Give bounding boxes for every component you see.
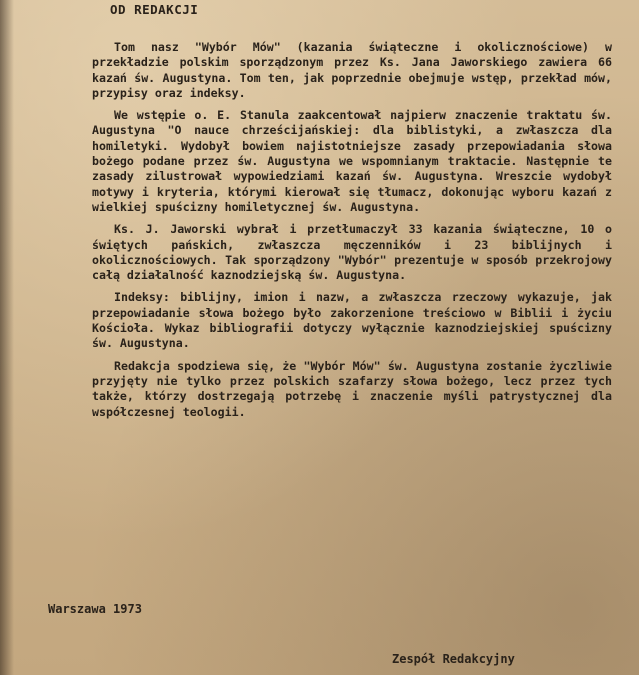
- paragraph-4: Indeksy: biblijny, imion i nazw, a zwłaszcza rzeczowy wykazuje, jak przepowiadanie słowa bożego było zakorzenione treściowo w Biblii i życiu Kościoła. Wykaz bibliografii dotyczy wyłącznie kaznodziejskiej spuścizny św. Augustyna.: [92, 290, 612, 351]
- signature: Zespół Redakcyjny: [392, 652, 515, 666]
- document-body: [92, 40, 612, 427]
- paragraph-3: Ks. J. Jaworski wybrał i przetłumaczył 33 kazania świąteczne, 10 o świętych pańskich, zwłaszcza męczenników i 23 biblijnych i okolicznościowych. Tak sporządzony "Wybór" prezentuje w sposób przekrojowy całą działalność kaznodziejską św. Augustyna.: [92, 222, 612, 283]
- document-heading: OD REDAKCJI: [110, 2, 199, 17]
- place-and-date: Warszawa 1973: [48, 602, 142, 616]
- paragraph-2: We wstępie o. E. Stanula zaakcentował najpierw znaczenie traktatu św. Augustyna "O nauce chrześcijańskiej: dla biblistyki, a zwłaszcza dla homiletyki. Wydobył bowiem najistotniejsze zasady przepowiadania słowa bożego podane przez św. Augustyna we wspomnianym traktacie. Następnie te zasady zilustrował wypowiedziami kazań św. Augustyna. Wreszcie wydobył motywy i kryteria, którymi kierował się tłumacz, dokonując wyboru kazań z wielkiej spuścizny homiletycznej św. Augustyna.: [92, 108, 612, 214]
- paragraph-5: Redakcja spodziewa się, że "Wybór Mów" św. Augustyna zostanie życzliwie przyjęty nie tylko przez polskich szafarzy słowa bożego, lecz przez tych także, którzy dostrzegają potrzebę i znaczenie myśli patrystycznej dla współczesnej teologii.: [92, 358, 612, 419]
- paragraph-1: Tom nasz "Wybór Mów" (kazania świąteczne i okolicznościowe) w przekładzie polskim sporządzonym przez Ks. Jana Jaworskiego zawiera 66 kazań św. Augustyna. Tom ten, jak poprzednie obejmuje wstęp, przekład mów, przypisy oraz indeksy.: [92, 40, 612, 100]
- page-edge-shadow: [0, 0, 14, 675]
